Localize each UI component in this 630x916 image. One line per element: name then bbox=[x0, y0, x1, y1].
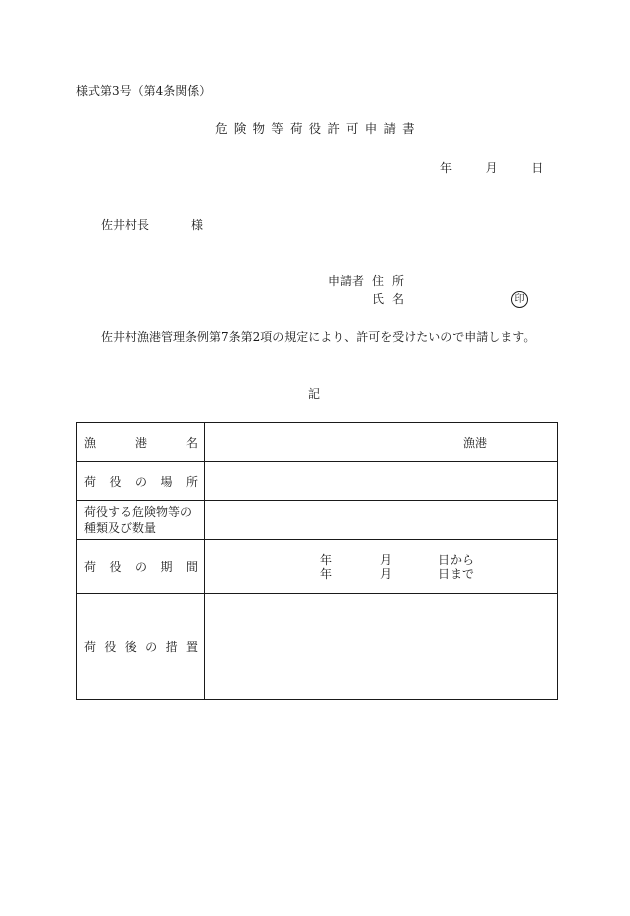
application-details-table bbox=[76, 422, 558, 700]
period-start-month: 月 bbox=[380, 552, 393, 567]
period-end-month: 月 bbox=[380, 566, 393, 581]
date-line bbox=[440, 162, 543, 174]
date-month: 月 bbox=[485, 161, 498, 175]
ki-label: 記 bbox=[308, 387, 321, 401]
table-row bbox=[77, 423, 558, 462]
period-label-cell bbox=[77, 540, 205, 594]
period-values bbox=[205, 553, 557, 581]
goods-label-line1: 荷役する危険物等の bbox=[84, 505, 193, 519]
after-measures-value-cell[interactable] bbox=[205, 594, 558, 700]
application-statement: 佐井村漁港管理条例第7条第2項の規定により、許可を受けたいので申請します。 bbox=[101, 330, 536, 344]
seal-mark: 印 bbox=[511, 291, 528, 308]
location-value-cell[interactable] bbox=[205, 462, 558, 501]
table-row bbox=[77, 501, 558, 540]
name-label: 氏名 bbox=[372, 292, 413, 306]
period-label: 荷 役 の 期 間 bbox=[84, 560, 198, 574]
period-end-year: 年 bbox=[320, 566, 333, 581]
address-label: 住所 bbox=[372, 274, 413, 288]
after-measures-label-cell bbox=[77, 594, 205, 700]
goods-value-cell[interactable] bbox=[205, 501, 558, 540]
goods-label-cell bbox=[77, 501, 205, 540]
location-label: 荷 役 の 場 所 bbox=[84, 474, 198, 489]
form-title: 危険物等荷役許可申請書 bbox=[215, 121, 421, 136]
addressee-honorific: 様 bbox=[191, 218, 204, 232]
period-value-cell[interactable] bbox=[205, 540, 558, 594]
form-number: 様式第3号（第4条関係） bbox=[76, 84, 212, 98]
port-name-label: 漁 港 名 bbox=[84, 435, 198, 450]
period-end bbox=[320, 567, 557, 581]
addressee-name: 佐井村長 bbox=[101, 218, 150, 232]
after-measures-label: 荷 役 後 の 措 置 bbox=[84, 640, 198, 654]
period-start-day: 日から bbox=[438, 552, 475, 567]
date-year: 年 bbox=[440, 161, 453, 175]
date-day: 日 bbox=[531, 161, 544, 175]
location-label-cell bbox=[77, 462, 205, 501]
period-end-day: 日まで bbox=[438, 566, 475, 581]
addressee bbox=[101, 219, 203, 231]
goods-label-line2: 種類及び数量 bbox=[84, 521, 157, 535]
port-name-value-cell[interactable] bbox=[205, 423, 558, 462]
period-start bbox=[320, 553, 557, 567]
applicant-label: 申請者 bbox=[328, 274, 365, 288]
table-row bbox=[77, 540, 558, 594]
period-start-year: 年 bbox=[320, 552, 333, 567]
port-name-suffix: 漁港 bbox=[462, 435, 487, 450]
table-row bbox=[77, 462, 558, 501]
table-row bbox=[77, 594, 558, 700]
port-name-label-cell bbox=[77, 423, 205, 462]
